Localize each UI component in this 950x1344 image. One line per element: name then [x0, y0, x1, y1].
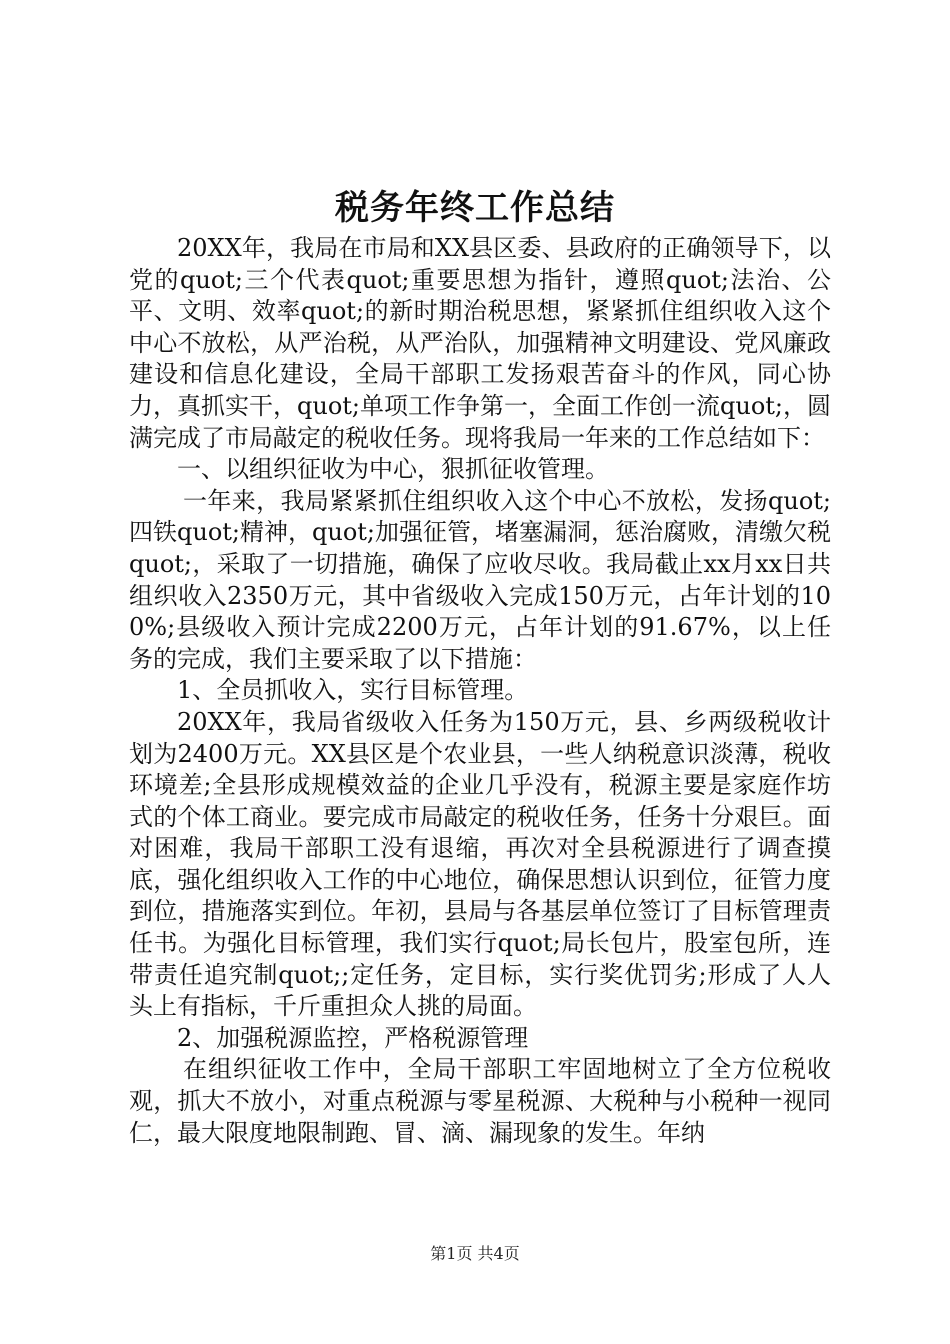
paragraph-subsection-1: 20XX年，我局省级收入任务为150万元，县、乡两级税收计划为2400万元。XX县区是个农业县，一些人纳税意识淡薄，税收环境差;全县形成规模效益的企业几乎没有，税源主要是家庭作坊式的个体工商业。要完成市局敲定的税收任务，任务十分艰巨。面对困难，我局干部职工没有退缩，再次对全县税源进行了调查摸底，强化组织收入工作的中心地位，确保思想认识到位，征管力度到位，措施落实到位。年初，县局与各基层单位签订了目标管理责任书。为强化目标管理，我们实行quot;局长包片，股室包所，连带责任追究制quot;;定任务，定目标，实行奖优罚劣;形成了人人头上有指标，千斤重担众人挑的局面。 [129, 707, 831, 1021]
paragraph-section-1: 一年来，我局紧紧抓住组织收入这个中心不放松，发扬quot;四铁quot;精神，quot;加强征管，堵塞漏洞，惩治腐败，清缴欠税quot;，采取了一切措施，确保了应收尽收。我局截止xx月xx日共组织收入2350万元，其中省级收入完成150万元，占年计划的100%;县级收入预计完成2200万元，占年计划的91.67%，以上任务的完成，我们主要采取了以下措施： [129, 486, 831, 673]
subheading-1: 1、全员抓收入，实行目标管理。 [177, 676, 529, 705]
paragraph-intro: 20XX年，我局在市局和XX县区委、县政府的正确领导下，以党的quot;三个代表quot;重要思想为指针，遵照quot;法治、公平、文明、效率quot;的新时期治税思想，紧紧抓住组织收入这个中心不放松，从严治税，从严治队，加强精神文明建设、党风廉政建设和信息化建设，全局干部职工发扬艰苦奋斗的作风，同心协力，真抓实干，quot;单项工作争第一，全面工作创一流quot;，圆满完成了市局敲定的税收任务。现将我局一年来的工作总结如下： [129, 234, 831, 452]
section-heading-1: 一、以组织征收为中心，狠抓征收管理。 [177, 455, 609, 484]
subheading-2: 2、加强税源监控，严格税源管理 [177, 1023, 529, 1052]
document-body [129, 233, 831, 1149]
document-title: 税务年终工作总结 [335, 188, 615, 228]
paragraph-subsection-2: 在组织征收工作中，全局干部职工牢固地树立了全方位税收观，抓大不放小，对重点税源与零星税源、大税种与小税种一视同仁，最大限度地限制跑、冒、滴、漏现象的发生。年纳 [129, 1055, 831, 1147]
page-number-footer: 第1页 共4页 [430, 1244, 520, 1263]
